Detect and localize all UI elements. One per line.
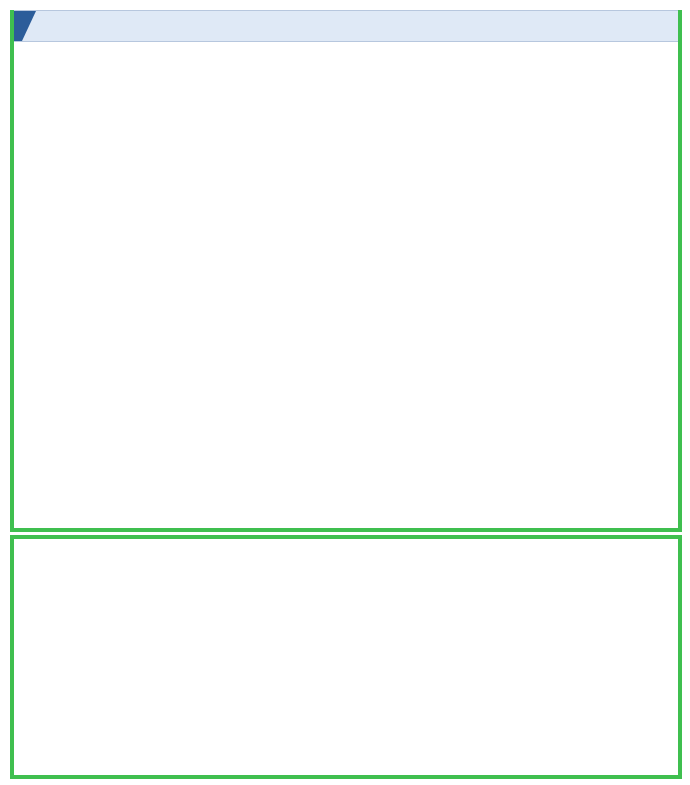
green-frame-top bbox=[10, 10, 682, 532]
green-frame-bottom bbox=[10, 535, 682, 779]
